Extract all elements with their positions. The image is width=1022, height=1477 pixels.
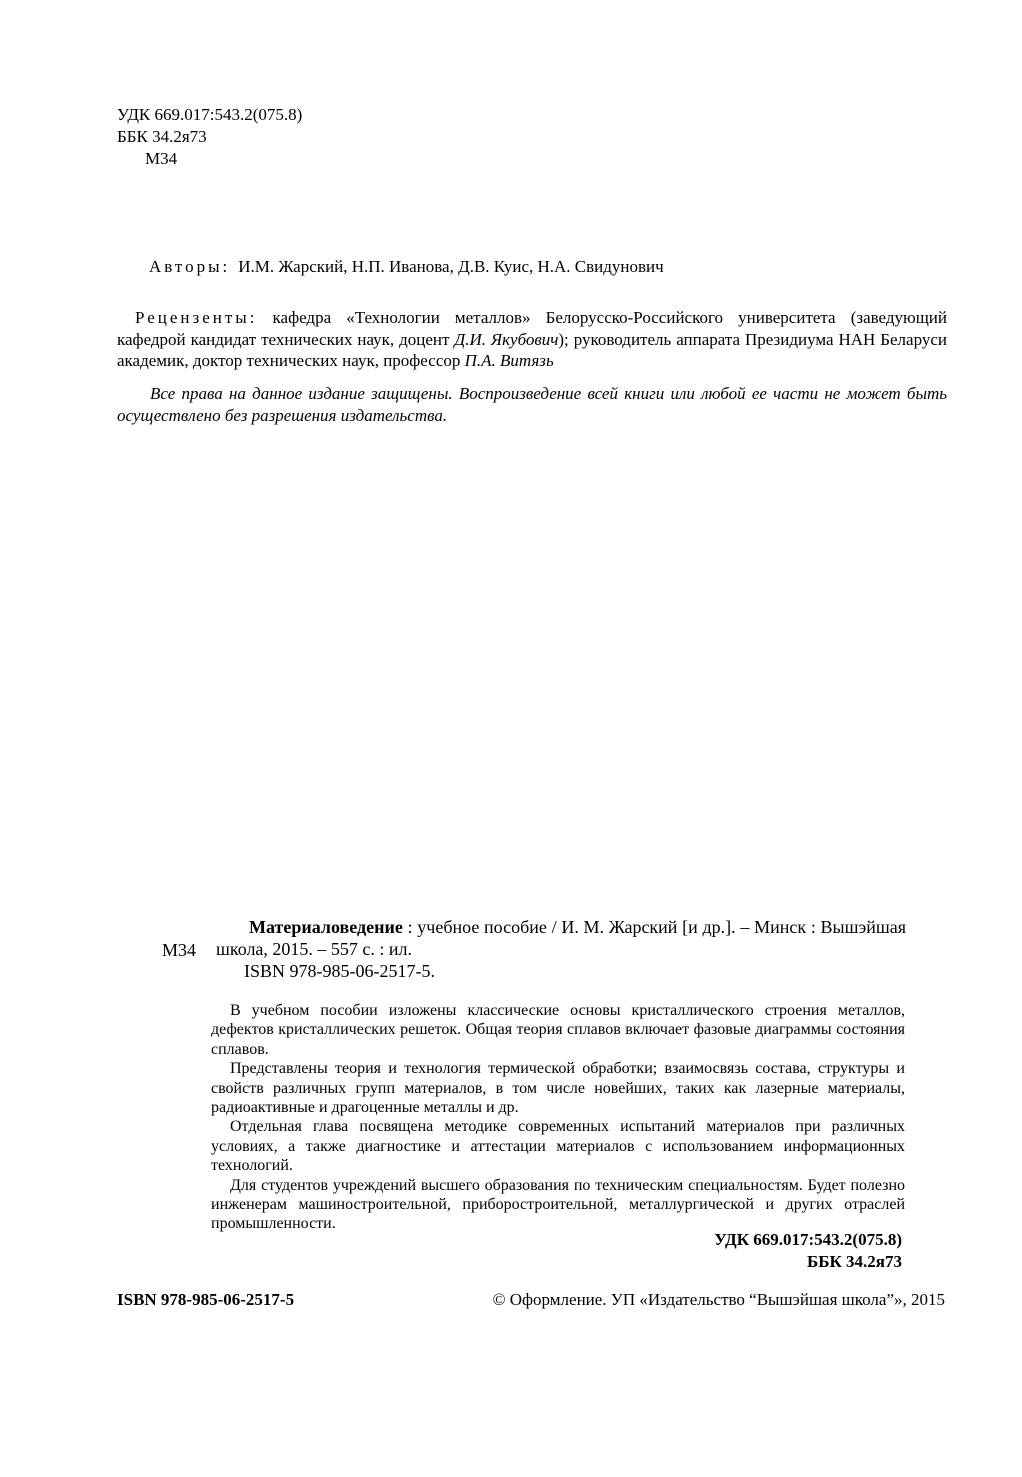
rights-notice: Все права на данное издание защищены. Воспроизведение всей книги или любой ее части не может быть осуществлено без разрешения издательства. [117,384,947,425]
annotation-paragraph: Для студентов учреждений высшего образования по техническим специальностям. Будет полезно инженерам машиностроительной, приборостроительной, металлургической и других отраслей промышленности. [211,1176,905,1233]
annotation-paragraph: Представлены теория и технология термической обработки; взаимосвязь состава, структуры и свойств различных групп материалов, в том числе новейших, таких как лазерные материалы, радиоактивные и драгоценные металлы и др. [211,1060,905,1117]
reviewer-name-2: П.А. Витязь [464,351,554,370]
reviewers-text-1: кафедра «Технологии металлов» Белорусско-Российского университета (заведующий кафедрой кандидат технических наук, доцент [117,308,947,349]
annotation-block [211,1001,905,1234]
authors-label: Авторы: [149,257,231,276]
copyright-notice: © Оформление. УП «Издательство “Вышэйшая школа”», 2015 [492,1290,945,1309]
catalog-card [216,916,906,982]
reviewers-label: Рецензенты: [135,308,258,327]
author-sign: М34 [145,149,178,168]
isbn-line: ISBN 978-985-06-2517-5. [244,961,435,981]
bibliographic-entry [216,916,906,960]
book-title: Материаловедение [249,917,403,937]
footer-line [117,1289,945,1311]
annotation-paragraph: В учебном пособии изложены классические основы кристаллического строения металлов, дефектов кристаллических решеток. Общая теория сплавов включает фазовые диаграммы состояния сплавов. [211,1002,905,1058]
footer-isbn: ISBN 978-985-06-2517-5 [117,1290,295,1309]
bbc-code-bottom: ББК 34.2я73 [806,1252,902,1271]
reviewers-text-2: ); руководитель аппарата Президиума НАН Беларуси академик, доктор технических наук, профессор [117,329,947,370]
card-author-sign: М34 [162,940,197,960]
authors-line [149,256,664,278]
bbc-code: ББК 34.2я73 [117,127,207,146]
bibliographic-description: : учебное пособие / И. М. Жарский [и др.]. – Минск : Вышэйшая школа, 2015. – 557 с. : ил. [216,917,906,959]
classification-block-bottom [714,1229,902,1273]
reviewer-name-1: Д.И. Якубович [454,329,559,349]
udc-code: УДК 669.017:543.2(075.8) [117,105,303,124]
annotation-paragraph: Отдельная глава посвящена методике современных испытаний материалов при различных условиях, а также диагностике и аттестации материалов с использованием информационных технологий. [211,1118,905,1175]
udc-code-bottom: УДК 669.017:543.2(075.8) [714,1230,902,1249]
authors-names: И.М. Жарский, Н.П. Иванова, Д.В. Куис, Н.А. Свидунович [238,257,664,276]
reviewers-paragraph [117,307,947,372]
classification-block [117,104,302,170]
